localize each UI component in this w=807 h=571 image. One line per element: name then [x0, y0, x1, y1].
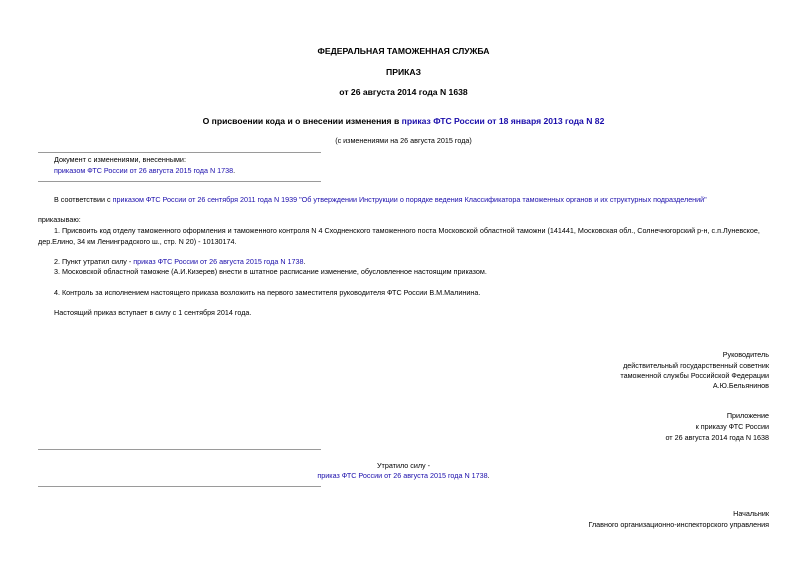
paragraph-3: 3. Московской областной таможне (А.И.Кизерев) внести в штатное расписание изменение, обусловленное настоящим приказом. — [54, 267, 487, 276]
lost-force-label: Утратило силу - — [376, 461, 431, 470]
appendix-date: от 26 августа 2014 года N 1638 — [665, 433, 769, 442]
paragraph-5: Настоящий приказ вступает в силу с 1 сентября 2014 года. — [54, 308, 252, 317]
agency-title: ФЕДЕРАЛЬНАЯ ТАМОЖЕННАЯ СЛУЖБА — [317, 46, 490, 56]
divider — [38, 181, 321, 182]
p2-prefix: 2. Пункт утратил силу - — [54, 257, 134, 266]
lost-force-link[interactable]: приказ ФТС России от 26 августа 2015 года N 1738 — [317, 471, 488, 480]
lost-force-tail: . — [487, 471, 490, 480]
signature-position: Руководитель — [722, 350, 769, 359]
signature-name: А.Ю.Бельянинов — [712, 381, 769, 390]
divider — [38, 486, 321, 487]
intro-paragraph — [54, 195, 707, 205]
intro-link[interactable]: приказом ФТС России от 26 сентября 2011 года N 1939 "Об утверждении Инструкции о порядке ведения Классификатора таможенных органов и их структурных подразделений" — [112, 195, 707, 204]
divider — [38, 152, 321, 153]
order-date-number: от 26 августа 2014 года N 1638 — [339, 87, 468, 97]
p2-link[interactable]: приказ ФТС России от 26 августа 2015 года N 1738 — [133, 257, 304, 266]
divider — [38, 449, 321, 450]
appendix-ref: к приказу ФТС России — [695, 422, 769, 431]
order-title-link[interactable]: приказ ФТС России от 18 января 2013 года N 82 — [401, 116, 605, 126]
edition-note: (с изменениями на 26 августа 2015 года) — [335, 136, 472, 145]
footer-department: Главного организационно-инспекторского управления — [588, 520, 769, 529]
footer-position: Начальник — [733, 509, 769, 518]
signature-rank-1: действительный государственный советник — [623, 361, 769, 370]
changes-link-line — [54, 166, 235, 176]
paragraph-2 — [54, 257, 306, 267]
intro-prefix: В соответствии с — [54, 195, 113, 204]
changes-link[interactable]: приказом ФТС России от 26 августа 2015 года N 1738 — [54, 166, 234, 175]
order-title — [0, 116, 807, 126]
doc-type: ПРИКАЗ — [386, 67, 421, 77]
p2-tail: . — [303, 257, 306, 266]
paragraph-1-line-2: дер.Елино, 34 км Ленинградского ш., стр. N 20) - 10130174. — [38, 237, 237, 246]
changes-tail: . — [233, 166, 236, 175]
appendix-label: Приложение — [726, 411, 769, 420]
signature-rank-2: таможенной службы Российской Федерации — [620, 371, 769, 380]
lost-force-link-line — [0, 471, 807, 481]
order-title-text: О присвоении кода и о внесении изменения в — [202, 116, 402, 126]
order-word: приказываю: — [38, 215, 81, 224]
paragraph-1-line-1: 1. Присвоить код отделу таможенного оформления и таможенного контроля N 4 Сходненского таможенного поста Московской областной таможни (141441, Московская обл., Солнечногорский р-н, с.п.Луневское, — [54, 226, 760, 235]
paragraph-4: 4. Контроль за исполнением настоящего приказа возложить на первого заместителя руководителя ФТС России В.М.Малинина. — [54, 288, 481, 297]
changes-label: Документ с изменениями, внесенными: — [54, 155, 186, 164]
